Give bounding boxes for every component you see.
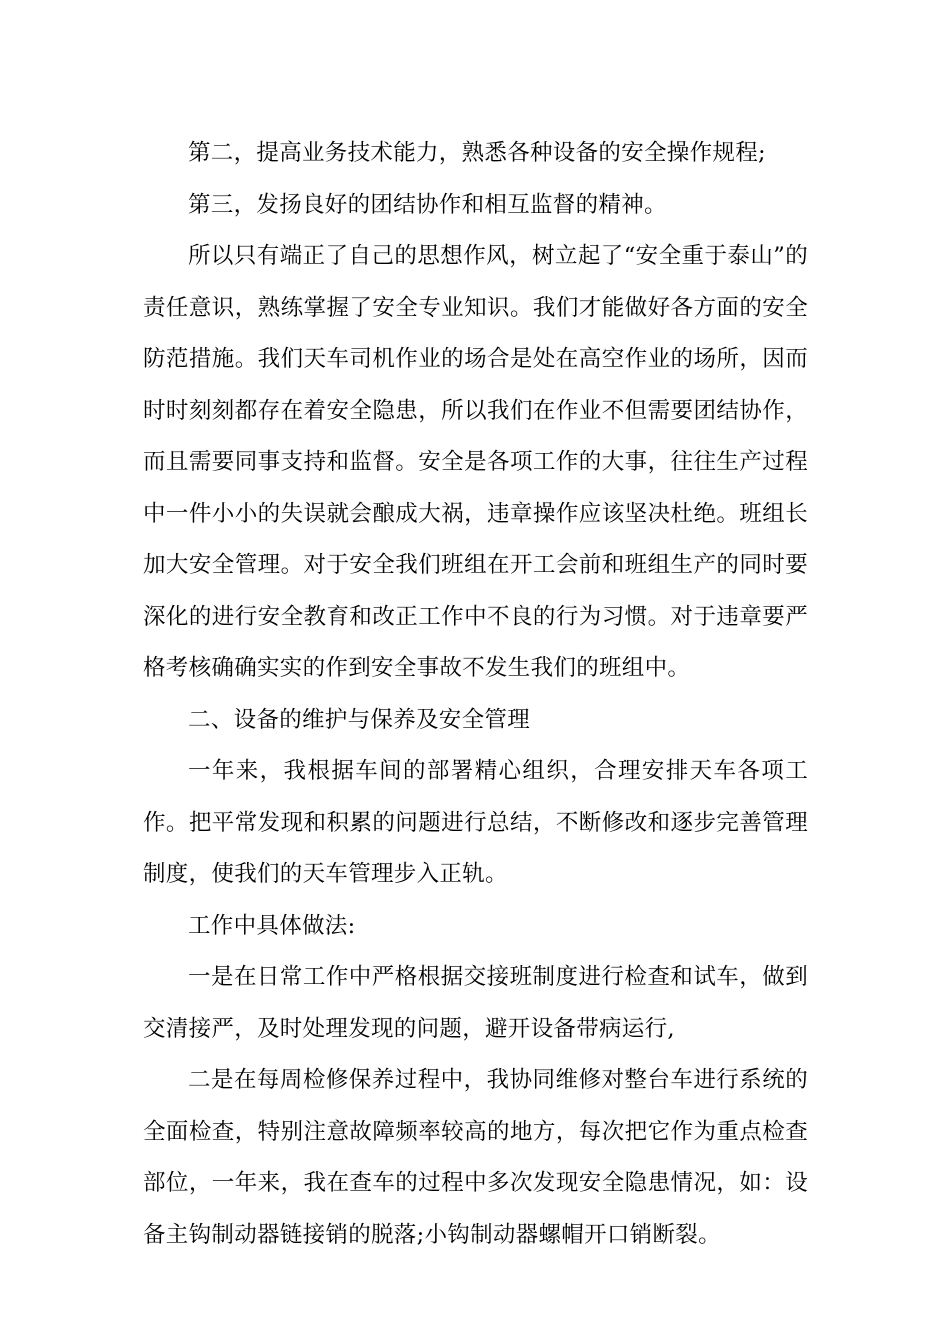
section-heading-equipment-maintenance: 二、设备的维护与保养及安全管理	[188, 706, 531, 733]
document-body	[143, 128, 808, 1261]
paragraph-second-point: 第二，提高业务技术能力，熟悉各种设备的安全操作规程;	[188, 140, 766, 166]
paragraph-method-two: 二是在每周检修保养过程中，我协同维修对整台车进行系统的全面检查，特别注意故障频率较高的地方，每次把它作为重点检查部位，一年来，我在查车的过程中多次发现安全隐患情况，如：设备主钩制动器链接销的脱落;小钩制动器螺帽开口销断裂。	[143, 1067, 808, 1248]
paragraph-method-one: 一是在日常工作中严格根据交接班制度进行检查和试车，做到交清接严，及时处理发现的问题，避开设备带病运行,	[143, 964, 808, 1042]
paragraph-third-point: 第三，发扬良好的团结协作和相互监督的精神。	[188, 191, 667, 218]
paragraph-methods-intro: 工作中具体做法:	[188, 912, 356, 939]
paragraph-year-review: 一年来，我根据车间的部署精心组织，合理安排天车各项工作。把平常发现和积累的问题进行总结，不断修改和逐步完善管理制度，使我们的天车管理步入正轨。	[143, 758, 808, 887]
paragraph-safety-awareness: 所以只有端正了自己的思想作风，树立起了“安全重于泰山”的责任意识，熟练掌握了安全专业知识。我们才能做好各方面的安全防范措施。我们天车司机作业的场合是处在高空作业的场所，因而时时刻刻都存在着安全隐患，所以我们在作业不但需要团结协作，而且需要同事支持和监督。安全是各项工作的大事，往往生产过程中一件小小的失误就会酿成大祸，违章操作应该坚决杜绝。班组长加大安全管理。对于安全我们班组在开工会前和班组生产的同时要深化的进行安全教育和改正工作中不良的行为习惯。对于违章要严格考核确确实实的作到安全事故不发生我们的班组中。	[143, 243, 808, 681]
